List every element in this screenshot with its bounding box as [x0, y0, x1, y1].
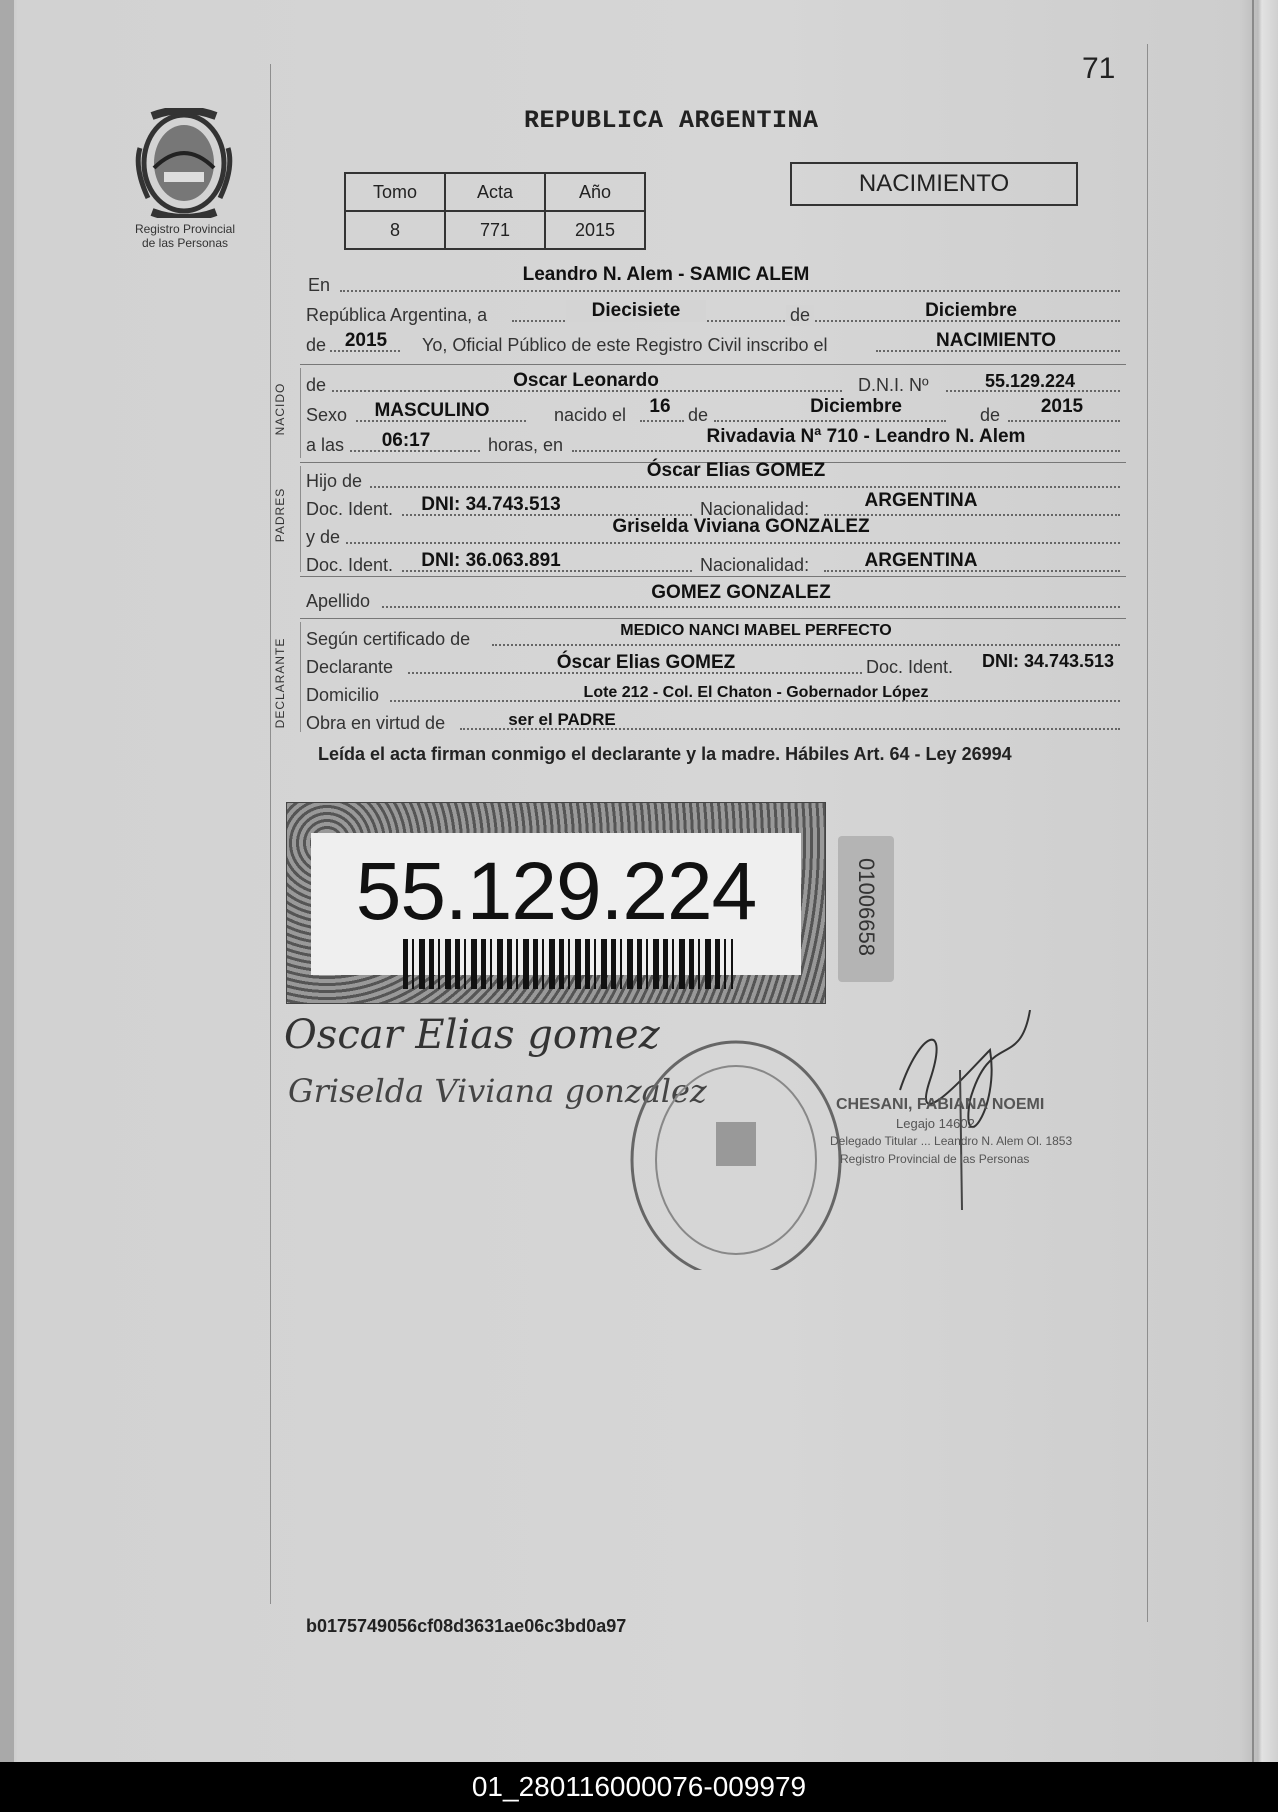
dotted-line	[1008, 420, 1120, 422]
value-domicilio: Lote 212 - Col. El Chaton - Gobernador López	[583, 684, 929, 701]
value-birth-day: 16	[649, 396, 671, 417]
row-mother-doc	[306, 548, 1124, 578]
label-de: de	[306, 375, 327, 395]
label-de: de	[980, 405, 1001, 425]
row-certificado	[306, 622, 1124, 652]
label-doc: Doc. Ident.	[306, 499, 394, 519]
official-title: Delegado Titular ... Leandro N. Alem Ol. 1853	[830, 1134, 1073, 1148]
label-horas: horas, en	[488, 435, 564, 455]
label-en: En	[308, 275, 331, 295]
official-name: CHESANI, FABIANA NOEMI	[836, 1096, 1045, 1113]
label-hijo: Hijo de	[306, 471, 363, 491]
side-label-nacido: NACIDO	[273, 382, 287, 436]
label-yde: y de	[306, 527, 341, 547]
section-bracket	[300, 466, 301, 572]
official-legajo: Legajo 14602	[896, 1116, 975, 1131]
label-obra: Obra en virtud de	[306, 713, 446, 733]
id-number: 55.129.224	[355, 846, 757, 937]
value-name: Oscar Leonardo	[513, 370, 659, 391]
label-declarante: Declarante	[306, 657, 394, 677]
row-year	[306, 328, 1124, 358]
label-doc: Doc. Ident.	[866, 657, 954, 677]
value-father: Óscar Elias GOMEZ	[646, 460, 826, 481]
dotted-line	[340, 290, 1120, 292]
label-nacido: nacido el	[554, 405, 627, 425]
header-ano: Año	[545, 173, 645, 211]
label-sexo: Sexo	[306, 405, 348, 425]
official-registry: Registro Provincial de las Personas	[840, 1152, 1030, 1166]
section-bracket	[300, 622, 301, 732]
serial-number: 01006658	[854, 858, 879, 956]
page-edge	[1252, 0, 1254, 1762]
label-nacionalidad: Nacionalidad:	[700, 555, 810, 575]
value-birth-month: Diciembre	[810, 396, 902, 417]
dotted-line	[370, 486, 1120, 488]
seal-caption-line-2: de las Personas	[141, 236, 229, 250]
document-title: REPUBLICA ARGENTINA	[524, 106, 819, 135]
value-ano: 2015	[545, 211, 645, 249]
record-table	[344, 172, 646, 250]
label-domicilio: Domicilio	[306, 685, 380, 705]
label-de: de	[786, 305, 814, 326]
closing-note: Leída el acta firman conmigo el declarante y la madre. Hábiles Art. 64 - Ley 26994	[318, 744, 1012, 764]
section-rule	[300, 618, 1126, 619]
value-declarante: Óscar Elias GOMEZ	[556, 652, 736, 673]
label-de: de	[688, 405, 709, 425]
act-type-box: NACIMIENTO	[790, 162, 1078, 206]
label-republica: República Argentina, a	[306, 305, 488, 325]
row-sexo	[306, 398, 1124, 428]
value-place: Leandro N. Alem - SAMIC ALEM	[522, 264, 810, 285]
value-event: NACIMIENTO	[936, 330, 1056, 351]
label-apellido: Apellido	[306, 591, 371, 611]
label-certificado: Según certificado de	[306, 629, 471, 649]
value-father-doc: DNI: 34.743.513	[421, 494, 561, 515]
father-signature: Oscar Elias gomez	[284, 1012, 660, 1058]
label-dni: D.N.I. Nº	[858, 375, 929, 395]
section-rule	[300, 576, 1126, 577]
id-sticker	[286, 802, 826, 1004]
value-month: Diciembre	[925, 300, 1017, 321]
row-mother	[306, 516, 1124, 550]
row-hora	[306, 428, 1124, 458]
value-certificado: MEDICO NANCI MABEL PERFECTO	[620, 622, 892, 639]
side-label-declarante: DECLARANTE	[273, 637, 287, 729]
header-tomo: Tomo	[345, 173, 445, 211]
label-yo: Yo, Oficial Público de este Registro Civil inscribo el	[422, 335, 828, 355]
label-nacionalidad: Nacionalidad:	[700, 499, 810, 519]
value-birth-place: Rivadavia Nª 710 - Leandro N. Alem	[706, 426, 1026, 447]
dotted-line	[492, 644, 1120, 646]
row-apellido	[306, 584, 1124, 614]
label-de: de	[306, 335, 327, 355]
right-margin-rule	[1147, 44, 1148, 1622]
section-rule	[300, 364, 1126, 365]
value-year: 2015	[344, 330, 388, 351]
left-margin-rule	[270, 64, 271, 1604]
seal-caption	[120, 222, 250, 250]
value-day: Diecisiete	[566, 300, 706, 322]
serial-label	[838, 836, 894, 982]
label-alas: a las	[306, 435, 345, 455]
row-date	[306, 298, 1124, 328]
value-tomo: 8	[345, 211, 445, 249]
row-hijo	[306, 460, 1124, 494]
dotted-line	[640, 420, 684, 422]
mother-signature: Griselda Viviana gonzalez	[288, 1072, 707, 1110]
value-obra: ser el PADRE	[508, 710, 616, 729]
side-label-padres: PADRES	[273, 487, 287, 543]
value-acta: 771	[445, 211, 545, 249]
row-en	[306, 264, 1124, 298]
value-mother: Griselda Viviana GONZALEZ	[612, 516, 870, 537]
value-sexo: MASCULINO	[374, 400, 490, 421]
provincial-seal-icon	[134, 108, 234, 218]
seal-caption-line-1: Registro Provincial	[134, 222, 236, 236]
value-mother-nat: ARGENTINA	[864, 550, 978, 571]
value-dni: 55.129.224	[984, 371, 1076, 391]
value-apellido: GOMEZ GONZALEZ	[651, 582, 831, 603]
value-time: 06:17	[381, 430, 431, 451]
page-number: 71	[1082, 52, 1116, 85]
dotted-line	[572, 450, 1120, 452]
dotted-line	[346, 542, 1120, 544]
row-obra	[306, 706, 1124, 736]
document-hash: b0175749056cf08d3631ae06c3bd0a97	[306, 1616, 627, 1636]
label-doc: Doc. Ident.	[306, 555, 394, 575]
signature-area	[270, 1010, 1090, 1270]
value-father-nat: ARGENTINA	[864, 490, 978, 511]
dotted-line	[382, 606, 1120, 608]
row-declarante	[306, 650, 1124, 680]
id-sticker-inner	[311, 833, 801, 975]
value-mother-doc: DNI: 36.063.891	[421, 550, 561, 571]
row-domicilio	[306, 678, 1124, 708]
footer-id: 01_280116000076-009979	[471, 1771, 807, 1802]
value-declarante-doc: DNI: 34.743.513	[981, 651, 1115, 671]
dotted-line	[714, 420, 946, 422]
value-birth-year: 2015	[1040, 396, 1084, 417]
barcode-icon	[403, 939, 733, 989]
row-nacido-name	[306, 368, 1124, 398]
header-acta: Acta	[445, 173, 545, 211]
section-bracket	[300, 368, 301, 458]
footer-id-bar	[0, 1762, 1278, 1812]
